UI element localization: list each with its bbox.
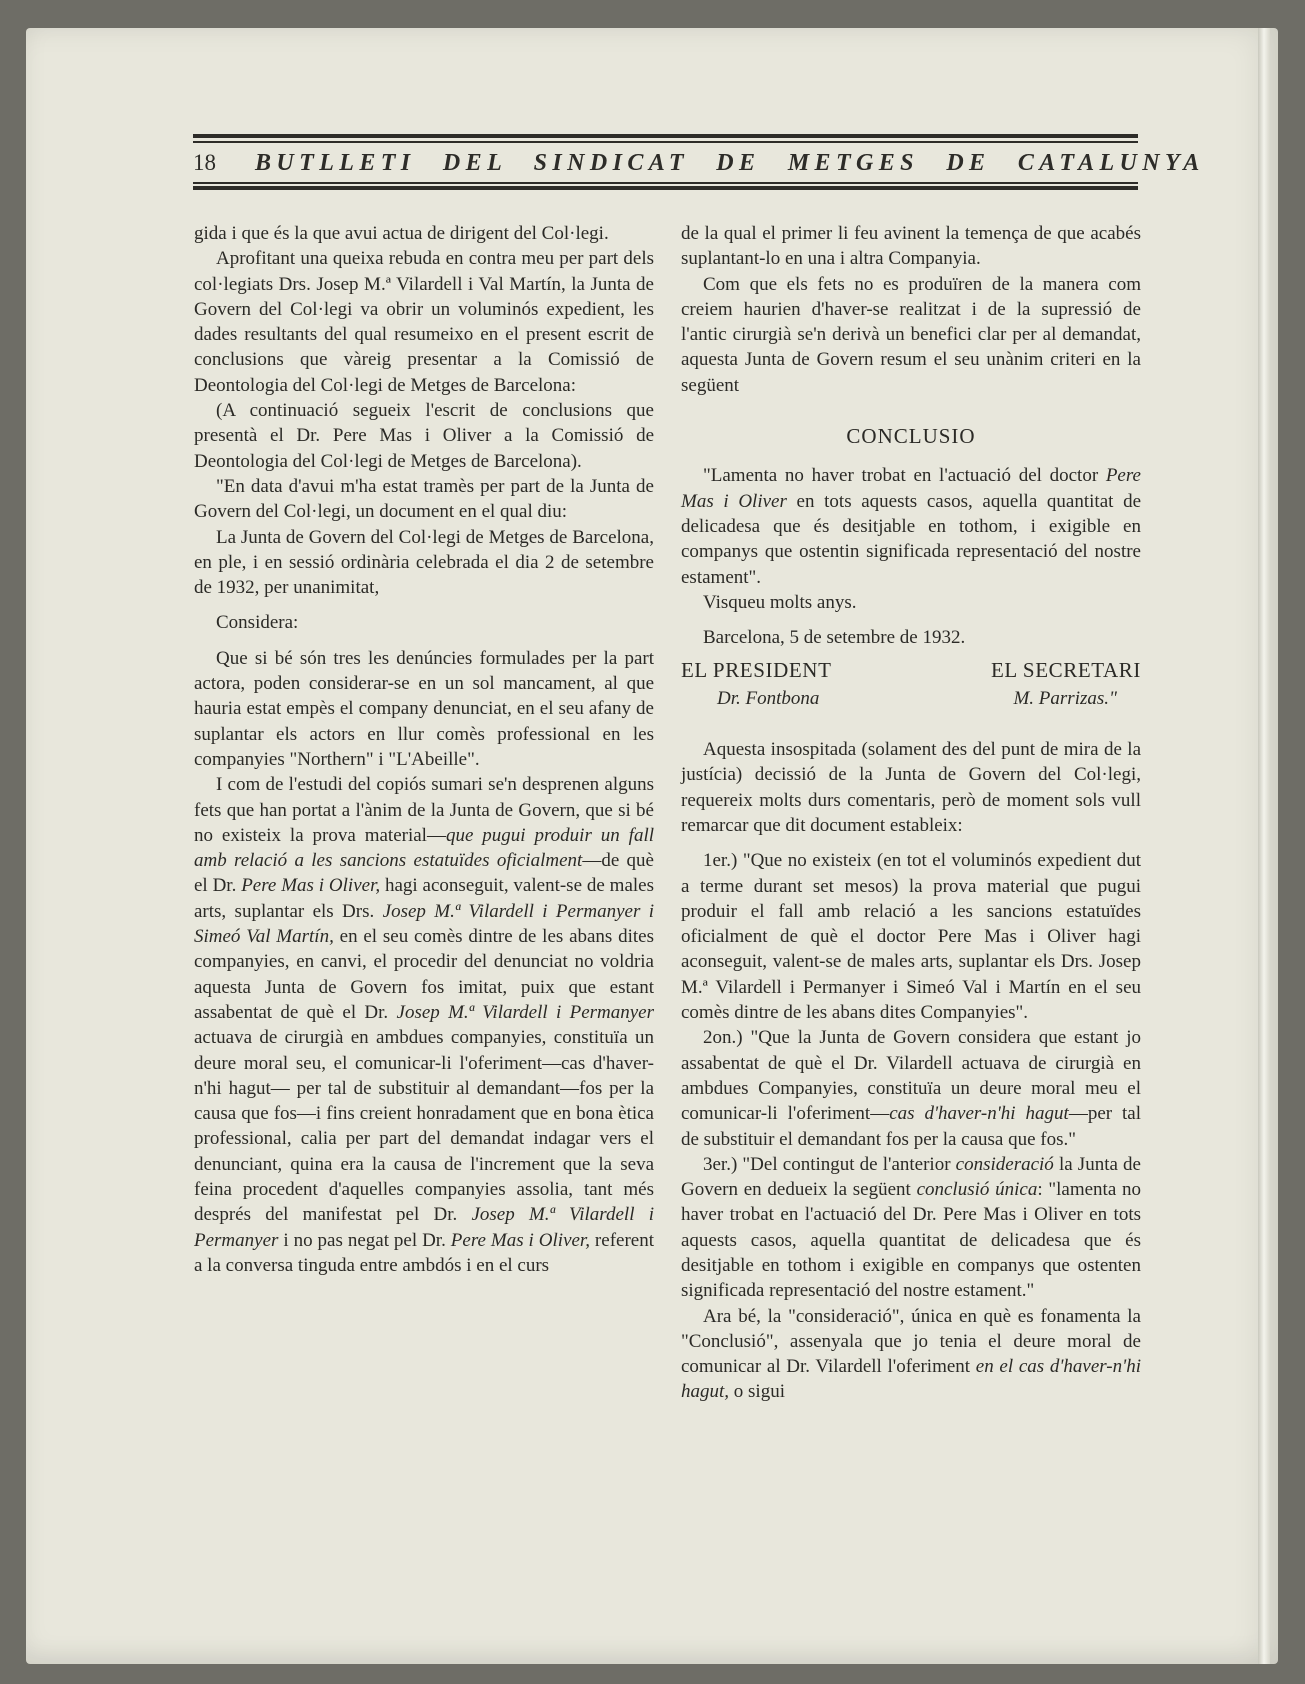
signature-titles xyxy=(681,658,1141,683)
signature-names xyxy=(681,686,1141,711)
left-column xyxy=(194,221,654,1278)
paragraph: de la qual el primer li feu avinent la temença de que acabés suplantant-lo en una i altra Companyia. xyxy=(681,223,1141,270)
text-run: —per tal de substituir el demandant fos per la causa que fos." xyxy=(681,1103,1142,1150)
paragraph: Considera: xyxy=(216,612,299,634)
italic-run: Pere Mas i Oliver, xyxy=(241,875,381,897)
page-fold xyxy=(1258,28,1270,1664)
right-column xyxy=(681,221,1141,1405)
text-run: en el seu comès dintre de les abans dites companyies, en canvi, el procedir del denunciat no voldria aquesta Junta de Govern fos imitat, puix que estant assabentat de què el Dr. xyxy=(194,926,655,1023)
text-run: actuava de cirurgià en ambdues companyies, constituïa un deure moral seu, el comunicar-li l'oferiment—cas d'haver-n'hi hagut— per tal de substituir al demandant—fos per la causa que fos—i fins creient honradament que en bona ètica professional, calia per part del demandat indagar vers el denunciant, quina era la causa de l'increment que la seva feina procedent d'aquelles companyies assolia, tant més després del manifestat pel Dr. xyxy=(194,1027,654,1226)
president-name: Dr. Fontbona xyxy=(717,687,820,709)
paragraph: Aquesta insospitada (solament des del punt de mira de la justícia) decissió de la Junta de Govern del Col·legi, requereix molts durs comentaris, però de moment sols vull remarcar que dit document estableix: xyxy=(681,739,1141,836)
text-run: I com de l'estudi del copiós sumari se'n desprenen alguns fets que han portat a l'ànim de la Junta de Govern, que si bé no existeix la prova material— xyxy=(194,774,654,846)
text-run: hagi aconseguit, valent-se de males arts, suplantar els Drs. xyxy=(194,875,654,922)
italic-run: que pugui produir un fall amb relació a les sancions estatuïdes oficialment xyxy=(194,824,654,872)
text-run: en tots aquests casos, aquella quantitat de delicadesa que és desitjable en tothom, i exigible en companys que ostentin significada representació del nostre estament". xyxy=(681,490,1141,588)
journal-title: BUTLLETI DEL SINDICAT DE METGES DE CATALUNYA xyxy=(255,150,1205,176)
italic-run: cas d'haver-n'hi hagut xyxy=(889,1103,1069,1125)
text-run: "Lamenta no haver trobat en l'actuació del doctor xyxy=(703,465,1106,487)
paragraph xyxy=(681,463,1141,589)
running-header xyxy=(193,146,1205,180)
header-bottom-rule-thick xyxy=(193,186,1138,190)
italic-run: consideració xyxy=(955,1153,1054,1175)
secretary-title: EL SECRETARI xyxy=(991,658,1141,683)
text-run: 3er.) "Del contingut de l'anterior xyxy=(703,1153,956,1175)
italic-run: conclusió única xyxy=(916,1179,1038,1201)
italic-run: Josep M.ª Vilardell i Permanyer xyxy=(194,1204,654,1251)
paragraph: Aprofitant una queixa rebuda en contra meu per part dels col·legiats Drs. Josep M.ª Vilardell i Val Martín, la Junta de Govern del Col·legi va obrir un voluminós expedient, les dades resultants del qual resumeixo en el present escrit de conclusions que vàreig presentar a la Comissió de Deontologia del Col·legi de Metges de Barcelona: xyxy=(194,248,654,396)
paragraph: "En data d'avui m'ha estat tramès per part de la Junta de Govern del Col·legi, un document en el qual diu: xyxy=(194,475,654,523)
header-top-rule-thick xyxy=(193,134,1138,138)
italic-run: Josep M.ª Vilardell i Permanyer i Simeó Val Martín, xyxy=(194,900,654,948)
text-run: : "lamenta no haver trobat en l'actuació del Dr. Pere Mas i Oliver en tots aquests casos, aquella quantitat de delicadesa que és desitjable en tothom i exigible en companys que ostenten significada representació del nostre estament." xyxy=(681,1179,1142,1302)
header-top-rule-thin xyxy=(193,141,1138,143)
paragraph xyxy=(681,1152,1141,1304)
text-run: o sigui xyxy=(729,1381,785,1403)
secretary-name: M. Parrizas." xyxy=(1013,687,1117,709)
italic-run: Pere Mas i Oliver, xyxy=(450,1229,590,1251)
text-run: i no pas negat pel Dr. xyxy=(278,1229,451,1251)
header-bottom-rule-thin xyxy=(193,182,1138,184)
page-number: 18 xyxy=(193,150,216,175)
paragraph xyxy=(681,1304,1141,1405)
paragraph xyxy=(681,1025,1141,1151)
text-run: —de què el Dr. xyxy=(194,850,654,897)
text-run: referent a la conversa tinguda entre ambdós i en el curs xyxy=(194,1229,654,1276)
paragraph: (A continuació segueix l'escrit de conclusions que presentà el Dr. Pere Mas i Oliver a la Comissió de Deontologia del Col·legi de Metges de Barcelona). xyxy=(194,400,654,472)
paragraph xyxy=(194,772,654,1278)
paragraph: Com que els fets no es produïren de la manera com creiem haurien d'haver-se realitzat i de la supressió de l'antic cirurgià se'n derivà un benefici clar per al demandat, aquesta Junta de Govern resum el seu unànim criteri en la següent xyxy=(681,273,1141,396)
paragraph: 1er.) "Que no existeix (en tot el voluminós expedient dut a terme durant set mesos) la prova material que pugui produir el fall amb relació a les sancions estatuïdes oficialment de què el doctor Pere Mas i Oliver hagi aconseguit, valent-se de males arts, suplantar els Drs. Josep M.ª Vilardell i Permanyer i Simeó Val i Martín en el seu comès dintre de les abans dites Companyies". xyxy=(681,850,1141,1024)
paragraph: Que si bé són tres les denúncies formulades per la part actora, poden considerar-se en un sol mancament, al que hauria estat empès el company denunciat, en el seu afany de suplantar els actors en llur comès professional en les companyies "Northern" i "L'Abeille". xyxy=(194,647,654,770)
paragraph: gida i que és la que avui actua de dirigent del Col·legi. xyxy=(194,223,609,244)
italic-run: Pere Mas i Oliver xyxy=(681,465,1141,512)
paragraph: Visqueu molts anys. xyxy=(703,591,857,613)
italic-run: en el cas d'haver-n'hi hagut, xyxy=(681,1356,1141,1403)
section-heading: CONCLUSIO xyxy=(846,424,976,449)
text-run: 2on.) "Que la Junta de Govern considera que estant jo assabentat de què el Dr. Vilardell actuava de cirurgià en ambdues Companyies, constituïa un deure moral meu el comunicar-li l'oferiment— xyxy=(681,1027,1141,1125)
paragraph: Barcelona, 5 de setembre de 1932. xyxy=(703,627,966,649)
text-run: Ara bé, la "consideració", única en què es fonamenta la "Conclusió", assenyala que jo tenia el deure moral de comunicar al Dr. Vilardell l'oferiment xyxy=(681,1305,1141,1378)
paragraph: La Junta de Govern del Col·legi de Metges de Barcelona, en ple, i en sessió ordinària celebrada el dia 2 de setembre de 1932, per unanimitat, xyxy=(194,526,654,599)
italic-run: Josep M.ª Vilardell i Permanyer xyxy=(396,1001,654,1023)
text-run: la Junta de Govern en dedueix la següent xyxy=(681,1153,1141,1201)
president-title: EL PRESIDENT xyxy=(681,658,832,683)
